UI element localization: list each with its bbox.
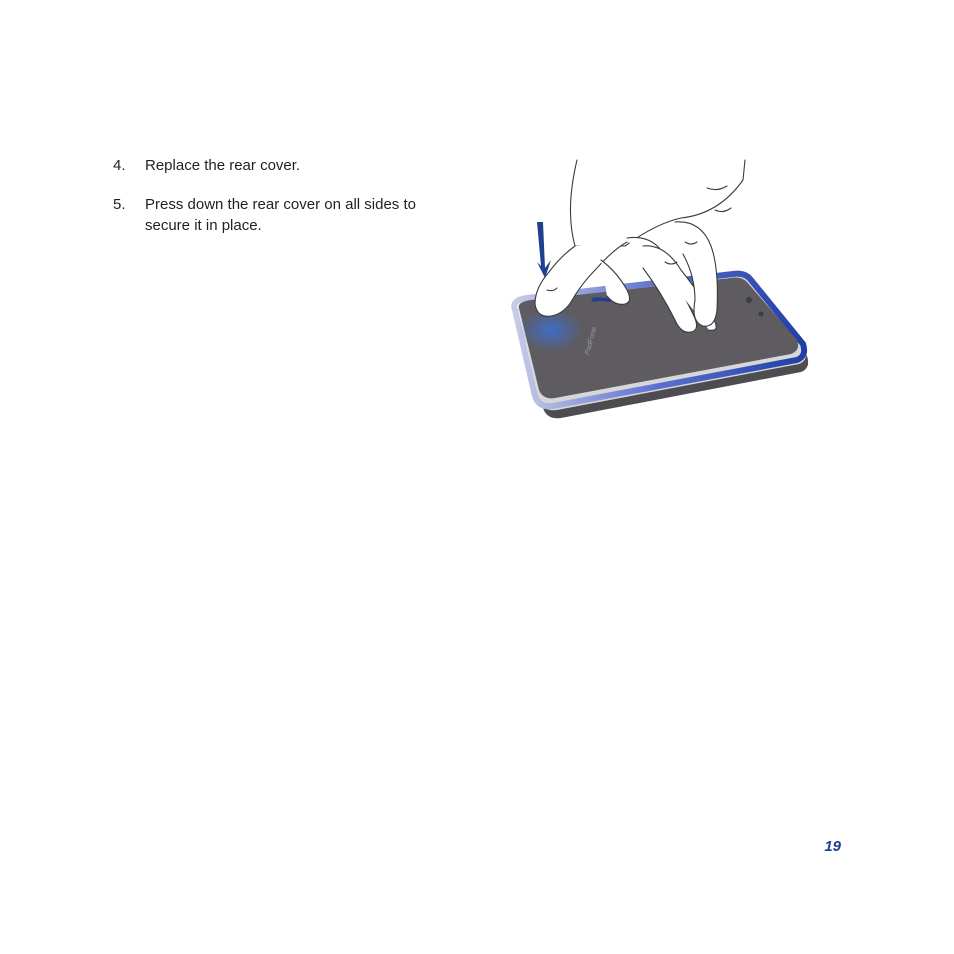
cover-logo: PadFone — [584, 326, 599, 356]
step-text: Press down the rear cover on all sides to secure it in place. — [145, 196, 416, 234]
instruction-steps — [113, 155, 463, 254]
step-number: 4. — [113, 157, 126, 174]
rear-cover-press-illustration — [505, 150, 815, 430]
arrow-down-icon — [537, 222, 551, 278]
step-4 — [113, 155, 463, 176]
step-5 — [113, 194, 463, 236]
step-text: Replace the rear cover. — [145, 157, 301, 174]
step-number: 5. — [113, 196, 126, 213]
page-number: 19 — [824, 838, 841, 855]
